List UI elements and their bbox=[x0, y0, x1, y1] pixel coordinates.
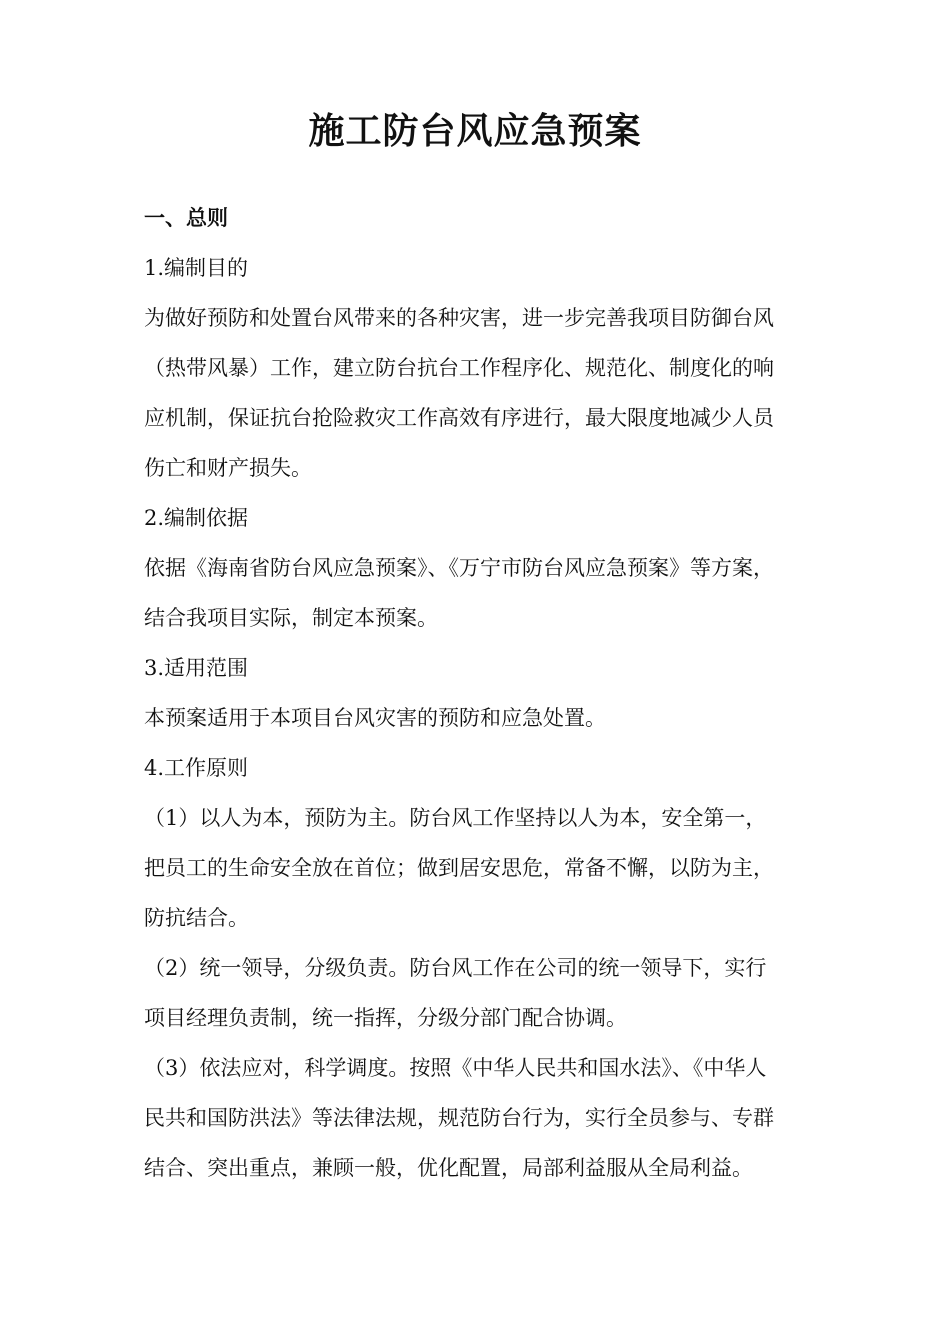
subheading-scope: 3.适用范围 bbox=[144, 656, 249, 680]
text-line: 依据《海南省防台风应急预案》、《万宁市防台风应急预案》等方案， bbox=[144, 556, 774, 580]
text-line: （热带风暴）工作，建立防台抗台工作程序化、规范化、制度化的响 bbox=[144, 356, 774, 380]
document-title: 施工防台风应急预案 bbox=[308, 110, 642, 152]
document-body bbox=[144, 193, 824, 1193]
principle-3 bbox=[144, 1043, 824, 1193]
text-line: 本预案适用于本项目台风灾害的预防和应急处置。 bbox=[144, 706, 606, 730]
text-line: 伤亡和财产损失。 bbox=[144, 456, 312, 480]
text-line: 把员工的生命安全放在首位；做到居安思危，常备不懈，以防为主， bbox=[144, 856, 774, 880]
text-line: 为做好预防和处置台风带来的各种灾害，进一步完善我项目防御台风 bbox=[144, 306, 774, 330]
text-line: 结合、突出重点，兼顾一般，优化配置，局部利益服从全局利益。 bbox=[144, 1156, 753, 1180]
text-line: 防抗结合。 bbox=[144, 906, 249, 930]
paragraph-purpose bbox=[144, 293, 824, 493]
subheading-purpose: 1.编制目的 bbox=[144, 256, 249, 280]
text-line: （3）依法应对，科学调度。按照《中华人民共和国水法》、《中华人 bbox=[144, 1056, 767, 1080]
text-line: 项目经理负责制，统一指挥，分级分部门配合协调。 bbox=[144, 1006, 627, 1030]
subheading-basis: 2.编制依据 bbox=[144, 506, 249, 530]
subheading-principles: 4.工作原则 bbox=[144, 756, 249, 780]
section-heading-general: 一、总则 bbox=[144, 205, 228, 230]
principle-1 bbox=[144, 793, 824, 943]
text-line: （2）统一领导，分级负责。防台风工作在公司的统一领导下，实行 bbox=[144, 956, 767, 980]
text-line: 民共和国防洪法》等法律法规，规范防台行为，实行全员参与、专群 bbox=[144, 1106, 774, 1130]
text-line: （1）以人为本，预防为主。防台风工作坚持以人为本，安全第一， bbox=[144, 806, 767, 830]
principle-2 bbox=[144, 943, 824, 1043]
paragraph-scope bbox=[144, 693, 824, 743]
text-line: 应机制，保证抗台抢险救灾工作高效有序进行，最大限度地减少人员 bbox=[144, 406, 774, 430]
text-line: 结合我项目实际，制定本预案。 bbox=[144, 606, 438, 630]
paragraph-basis bbox=[144, 543, 824, 643]
